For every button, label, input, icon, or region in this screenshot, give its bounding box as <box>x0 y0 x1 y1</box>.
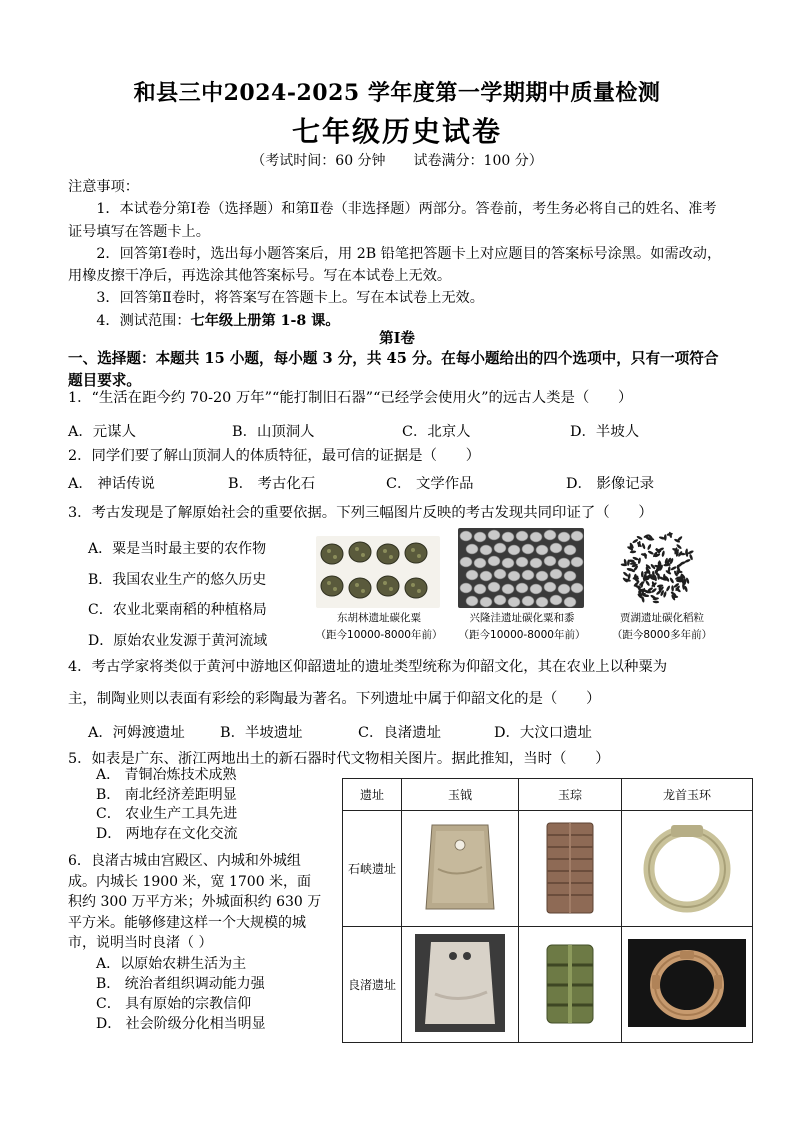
exam-subtitle: 七年级历史试卷 <box>291 115 502 148</box>
q4-stem-line2: 主，制陶业则以表面有彩绘的彩陶最为著名。下列遗址中属于仰韶文化的是（ ） <box>68 691 601 707</box>
q4-option-d: D．大汶口遗址 <box>494 725 592 741</box>
part1-title: 第Ⅰ卷 <box>379 330 415 347</box>
q2-option-a: A． 神话传说 <box>68 476 155 492</box>
q1-options <box>68 420 708 441</box>
q3-image-2-caption <box>448 610 596 644</box>
jade-yue-photo-liangzhu <box>415 934 505 1032</box>
q6-options <box>96 954 266 1034</box>
q5-option-a: A． 青铜冶炼技术成熟 <box>96 767 237 783</box>
q6-option-d: D． 社会阶级分化相当明显 <box>96 1016 266 1032</box>
q4-option-c: C．良渚遗址 <box>358 725 441 741</box>
q2-stem: 2．同学们要了解山顶洞人的体质特征，最可信的证据是（ ） <box>68 448 481 464</box>
jade-cong-photo <box>539 817 601 917</box>
q3-image-3-title: 贾湖遗址碳化稻粒 <box>620 612 704 624</box>
q2-option-d: D． 影像记录 <box>566 476 655 492</box>
q3-image-3-date: （距今8000多年前） <box>611 629 713 641</box>
note-item-4-scope: 七年级上册第 1-8 课。 <box>190 312 340 329</box>
q5-option-b: B． 南北经济差距明显 <box>96 786 237 803</box>
q5-stem: 5．如表是广东、浙江两地出土的新石器时代文物相关图片。据此推知，当时（ ） <box>68 751 610 767</box>
q6-stem-text: 6．良渚古城由宫殿区、内城和外城组成。内城长 1900 米，宽 1700 米，面积约 300 万平方米；外城面积约 630 万平方米。能够修建这样一个大规模的城市，说明当时良渚（ ） <box>68 853 322 951</box>
shixia-jade-yue-cell <box>402 811 519 927</box>
q1-stem: 1．“生活在距今约 70-20 万年”“能打制旧石器”“已经学会使用火”的远古人类是（ ） <box>68 390 633 406</box>
q4-options <box>88 721 728 742</box>
liangzhu-jade-yue-cell <box>402 927 519 1043</box>
q6-option-c: C． 具有原始的宗教信仰 <box>96 996 252 1012</box>
exam-info: （考试时间：60 分钟 试卷满分：100 分） <box>251 153 543 169</box>
q3-image-2-date: （距今10000-8000年前） <box>458 629 586 641</box>
q2-option-b: B． 考古化石 <box>228 476 316 492</box>
note-item-4-prefix: 4．测试范围： <box>96 312 191 329</box>
notes-section <box>68 176 728 332</box>
note-item-3: 3．回答第Ⅱ卷时，将答案写在答题卡上。写在本试卷上无效。 <box>96 290 484 307</box>
note-item-1: 1．本试卷分第Ⅰ卷（选择题）和第Ⅱ卷（非选择题）两部分。答卷前，考生务必将自己的姓名、准考证号填写在答题卡上。 <box>68 201 717 240</box>
table-row-liangzhu-label: 良渚遗址 <box>343 927 402 1043</box>
q4-option-b: B．半坡遗址 <box>220 725 303 741</box>
dragon-jade-ring-photo <box>637 817 737 917</box>
note-item-2: 2．回答第Ⅰ卷时，选出每小题答案后，用 2B 铅笔把答题卡上对应题目的答案标号涂黑。如需改动，用橡皮擦干净后，再选涂其他答案标号。写在本试卷上无效。 <box>68 245 722 285</box>
q1-option-d: D．半坡人 <box>570 424 640 440</box>
q2-option-c: C． 文学作品 <box>386 476 474 492</box>
q4-option-a: A．河姆渡遗址 <box>88 725 185 741</box>
table-row-shixia-label: 石峡遗址 <box>343 811 402 927</box>
dragon-jade-ring-photo-liangzhu <box>628 939 746 1027</box>
q5-options <box>96 766 238 844</box>
q3-image-3-caption <box>600 610 724 644</box>
q3-image-2-title: 兴隆洼遗址碳化粟和黍 <box>469 612 575 624</box>
shixia-jade-cong-cell <box>519 811 622 927</box>
table-header-site: 遗址 <box>343 779 402 811</box>
carbonized-millet-photo <box>316 536 440 608</box>
notes-heading: 注意事项： <box>68 179 139 195</box>
rice-grain <box>664 534 667 540</box>
q3-option-b: B．我国农业生产的悠久历史 <box>88 571 267 588</box>
table-header-dragon-jade-ring: 龙首玉环 <box>622 779 753 811</box>
q6-option-b: B． 统治者组织调动能力强 <box>96 976 265 992</box>
q5-option-d: D． 两地存在文化交流 <box>96 825 238 842</box>
q3-options <box>88 534 267 656</box>
q6-option-a: A．以原始农耕生活为主 <box>96 956 247 972</box>
q3-option-c: C．农业北粟南稻的种植格局 <box>88 602 267 618</box>
q4-stem-line1: 4．考古学家将类似于黄河中游地区仰韶遗址的遗址类型统称为仰韶文化，其在农业上以种粟为 <box>68 659 668 675</box>
relics-table <box>342 778 753 1043</box>
table-header-jade-cong: 玉琮 <box>519 779 622 811</box>
jade-cong-photo-liangzhu <box>537 935 603 1031</box>
q1-option-b: B．山顶洞人 <box>232 424 315 440</box>
table-header-jade-yue: 玉钺 <box>402 779 519 811</box>
q5-option-c: C． 农业生产工具先进 <box>96 806 238 822</box>
q1-option-c: C．北京人 <box>402 424 471 440</box>
exam-title: 和县三中2024-2025 学年度第一学期期中质量检测 <box>133 80 661 106</box>
q3-option-a: A．粟是当时最主要的农作物 <box>88 541 267 557</box>
q6-stem <box>68 851 324 954</box>
q3-image-1-title: 东胡林遗址碳化粟 <box>337 612 421 624</box>
q3-stem: 3．考古发现是了解原始社会的重要依据。下列三幅图片反映的考古发现共同印证了（ ） <box>68 505 653 521</box>
q3-option-d: D．原始农业发源于黄河流域 <box>88 632 268 649</box>
q3-image-1-caption <box>306 610 452 644</box>
q3-image-1-date: （距今10000-8000年前） <box>315 629 443 641</box>
section1-heading: 一、选择题：本题共 15 小题，每小题 3 分，共 45 分。在每小题给出的四个选项中，只有一项符合题目要求。 <box>68 350 719 389</box>
liangzhu-dragon-ring-cell <box>622 927 753 1043</box>
q2-options <box>68 472 708 493</box>
carbonized-rice-photo <box>614 528 704 608</box>
shixia-dragon-ring-cell <box>622 811 753 927</box>
jade-yue-photo <box>418 819 502 915</box>
liangzhu-jade-cong-cell <box>519 927 622 1043</box>
carbonized-millet-broomcorn-photo <box>458 528 584 608</box>
q1-option-a: A．元谋人 <box>68 424 136 440</box>
